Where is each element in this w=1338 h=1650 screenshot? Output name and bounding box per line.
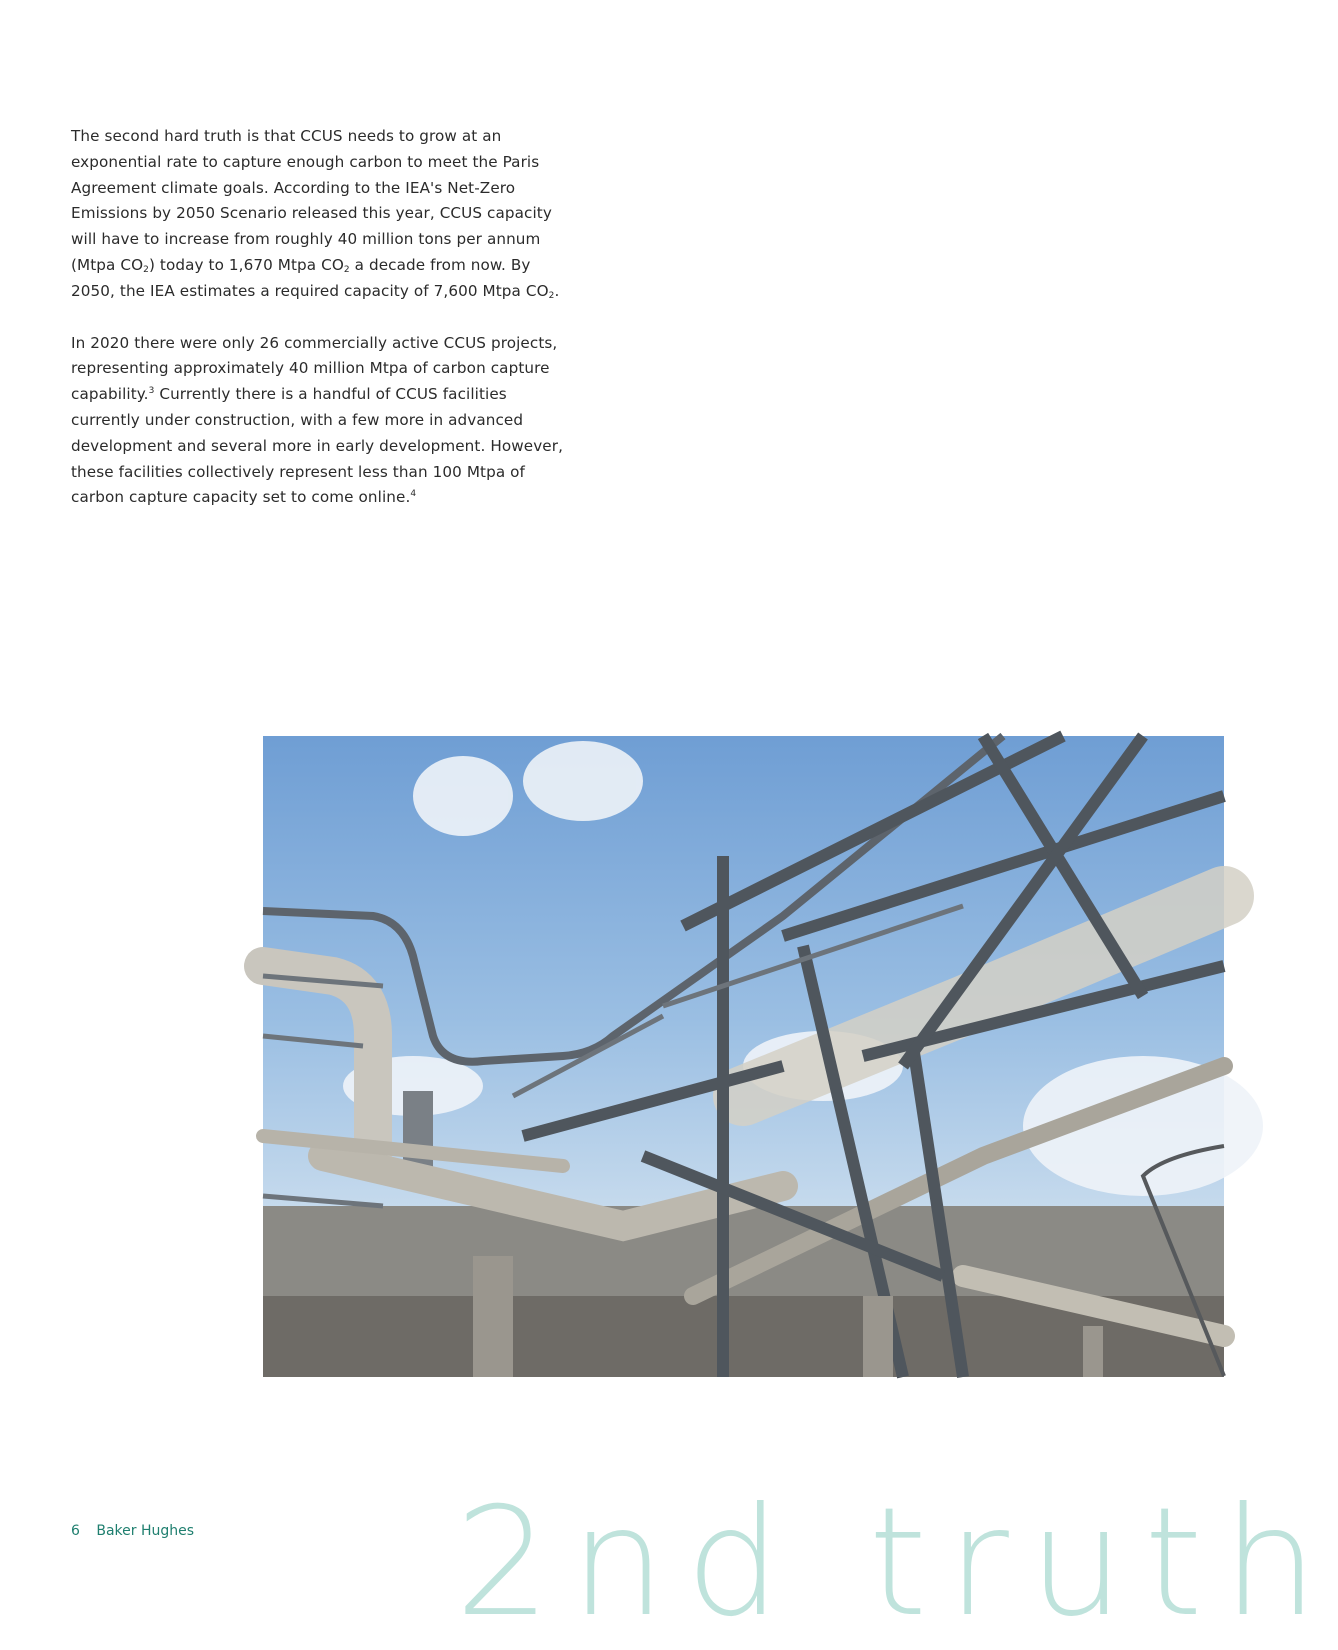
industrial-pipe-rack-photo [263, 736, 1224, 1377]
footnote-ref[interactable]: 4 [410, 489, 417, 500]
paragraph-1: The second hard truth is that CCUS needs to grow at an exponential rate to capture enough carbon to meet the Paris Agreement climate goals. According to the IEA's Net-Zero Emissions by 2050 Scenario released this year, CCUS capacity will have to increase from roughly 40 million tons per annum (Mtpa $CO_2$) today to 1,670 Mtpa $CO_2$ a decade from now. By 2050, the IEA estimates a required capacity of 7,600 Mtpa $CO_2$. [71, 127, 560, 301]
brand-name: Baker Hughes [96, 1523, 195, 1539]
page-number: 6 [71, 1523, 80, 1539]
paragraph-2: In 2020 there were only 26 commercially active CCUS projects, representing approximately 40 million Mtpa of carbon capture capability.$^3$ Currently there is a handful of CCUS facilities currently under construction, with a few more in advanced development and several more in early development. However, these facilities collectively represent less than 100 Mtpa of carbon capture capacity set to come online.$^4$ [71, 333, 563, 507]
body-text [71, 124, 576, 537]
section-title: 2nd truth [455, 1476, 1338, 1650]
page-footer [71, 1523, 194, 1539]
footnote-ref[interactable]: 3 [148, 386, 155, 397]
